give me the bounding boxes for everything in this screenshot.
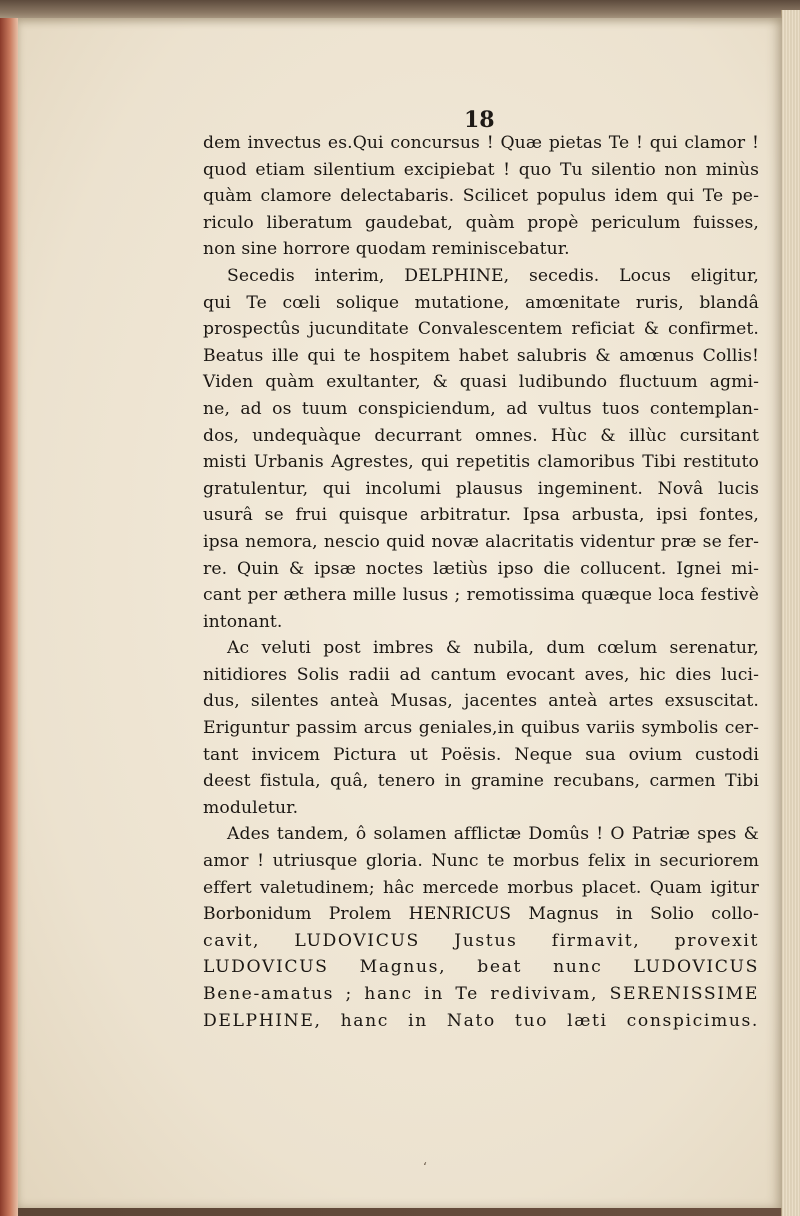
- text-line: ne, ad os tuum conspiciendum, ad vultus tuos contemplan-: [203, 398, 759, 419]
- text-line: Borbonidum Prolem HENRICUS Magnus in Solio collo-: [203, 904, 759, 925]
- text-line: prospectûs jucunditate Convalescentem reficiat & confirmet.: [203, 319, 759, 340]
- text-line: misti Urbanis Agrestes, qui repetitis clamoribus Tibi restituto: [203, 452, 759, 473]
- text-line: LUDOVICUS Magnus, beat nunc LUDOVICUS: [203, 957, 759, 978]
- text-line: riculo liberatum gaudebat, quàm propè periculum fuisses,: [203, 212, 759, 233]
- text-line: Bene-amatus ; hanc in Te redivivam, SERENISSIME: [203, 984, 759, 1004]
- text-line: re. Quin & ipsæ noctes lætiùs ipso die collucent. Ignei mi-: [203, 558, 759, 579]
- text-line: Secedis interim, DELPHINE, secedis. Locus eligitur,: [227, 265, 759, 286]
- text-line: nitidiores Solis radii ad cantum evocant aves, hic dies luci-: [203, 664, 759, 685]
- text-line: cavit, LUDOVICUS Justus firmavit, provexit: [203, 930, 759, 951]
- body-text: [203, 130, 759, 1034]
- printer-mark: ʻ: [423, 1160, 427, 1174]
- text-line: dem invectus es.Qui concursus ! Quæ pietas Te ! qui clamor !: [203, 133, 759, 153]
- text-line: quàm clamore delectabaris. Scilicet populus idem qui Te pe-: [203, 186, 759, 207]
- text-line: dos, undequàque decurrant omnes. Hùc & illùc cursitant: [203, 425, 759, 446]
- text-line: Ac veluti post imbres & nubila, dum cœlum serenatur,: [227, 638, 759, 659]
- text-line: amor ! utriusque gloria. Nunc te morbus felix in securiorem: [203, 851, 759, 872]
- text-line: Ades tandem, ô solamen afflictæ Domûs ! O Patriæ spes &: [227, 824, 759, 845]
- text-line: usurâ se frui quisque arbitratur. Ipsa arbusta, ipsi fontes,: [203, 505, 759, 526]
- text-line: moduletur.: [203, 797, 299, 818]
- text-line: ipsa nemora, nescio quid novæ alacritatis videntur præ se fer-: [203, 531, 759, 552]
- text-line: Beatus ille qui te hospitem habet salubris & amœnus Collis!: [203, 345, 759, 366]
- text-line: non sine horrore quodam reminiscebatur.: [203, 239, 570, 260]
- text-line: DELPHINE, hanc in Nato tuo læti conspicimus.: [203, 1010, 759, 1031]
- text-line: quod etiam silentium excipiebat ! quo Tu silentio non minùs: [203, 159, 759, 180]
- page-number: 18: [464, 107, 495, 133]
- text-line: deest fistula, quâ, tenero in gramine recubans, carmen Tibi: [203, 771, 759, 792]
- text-line: tant invicem Pictura ut Poësis. Neque sua ovium custodi: [203, 744, 759, 765]
- text-line: intonant.: [203, 611, 283, 632]
- text-line: qui Te cœli solique mutatione, amœnitate ruris, blandâ: [203, 292, 759, 313]
- text-line: Viden quàm exultanter, & quasi ludibundo fluctuum agmi-: [203, 372, 759, 393]
- text-line: dus, silentes anteà Musas, jacentes anteà artes exsuscitat.: [203, 691, 759, 712]
- text-line: gratulentur, qui incolumi plausus ingeminent. Novâ lucis: [203, 478, 759, 499]
- text-line: cant per æthera mille lusus ; remotissima quæque loca festivè: [203, 585, 759, 606]
- book-left-edge: [0, 18, 18, 1216]
- text-line: Eriguntur passim arcus geniales,in quibus variis symbolis cer-: [203, 718, 759, 739]
- text-line: effert valetudinem; hâc mercede morbus placet. Quam igitur: [203, 877, 759, 898]
- page-stack-edge: [781, 10, 800, 1216]
